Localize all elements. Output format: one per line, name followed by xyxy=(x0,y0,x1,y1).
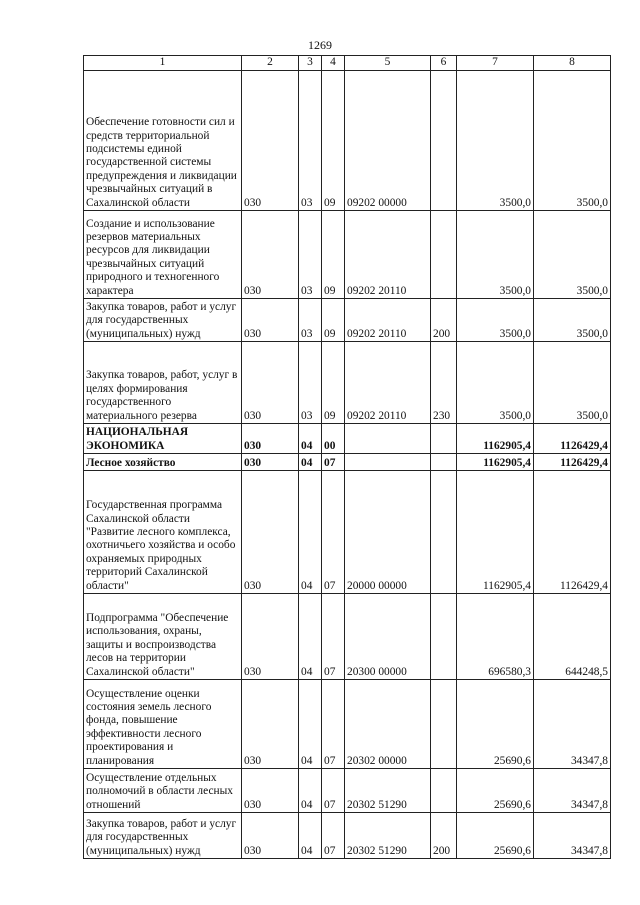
code-section: 03 xyxy=(299,342,322,424)
amount-col7: 696580,3 xyxy=(457,594,534,680)
amount-col7: 1162905,4 xyxy=(457,471,534,594)
table-row xyxy=(84,680,611,769)
table-row xyxy=(84,471,611,594)
code-section: 04 xyxy=(299,424,322,454)
item-name: Закупка товаров, работ и услуг для государственных (муниципальных) нужд xyxy=(84,813,242,859)
amount-col8: 1126429,4 xyxy=(534,424,611,454)
amount-col8: 1126429,4 xyxy=(534,471,611,594)
code-admin: 030 xyxy=(242,299,299,342)
code-subsection: 00 xyxy=(322,424,345,454)
code-subsection: 07 xyxy=(322,680,345,769)
code-expense-type: 200 xyxy=(431,299,457,342)
code-subsection: 09 xyxy=(322,342,345,424)
code-subsection: 09 xyxy=(322,211,345,299)
code-admin: 030 xyxy=(242,813,299,859)
amount-col8: 34347,8 xyxy=(534,769,611,813)
code-expense-type: 200 xyxy=(431,813,457,859)
table-row xyxy=(84,769,611,813)
column-header: 4 xyxy=(322,56,345,71)
amount-col7: 25690,6 xyxy=(457,680,534,769)
column-header: 5 xyxy=(345,56,431,71)
code-admin: 030 xyxy=(242,342,299,424)
code-section: 03 xyxy=(299,299,322,342)
amount-col8: 3500,0 xyxy=(534,71,611,211)
code-target: 20302 51290 xyxy=(345,769,431,813)
column-header: 1 xyxy=(84,56,242,71)
page-number: 1269 xyxy=(308,38,332,52)
amount-col7: 3500,0 xyxy=(457,299,534,342)
code-subsection: 07 xyxy=(322,471,345,594)
column-header: 7 xyxy=(457,56,534,71)
amount-col8: 3500,0 xyxy=(534,211,611,299)
item-name: Осуществление отдельных полномочий в области лесных отношений xyxy=(84,769,242,813)
item-name: Создание и использование резервов материальных ресурсов для ликвидации чрезвычайных ситуаций природного и техногенного характера xyxy=(84,211,242,299)
amount-col7: 3500,0 xyxy=(457,211,534,299)
code-section: 04 xyxy=(299,680,322,769)
code-section: 03 xyxy=(299,211,322,299)
item-name: Подпрограмма "Обеспечение использования, охраны, защиты и воспроизводства лесов на территории Сахалинской области" xyxy=(84,594,242,680)
amount-col7: 3500,0 xyxy=(457,71,534,211)
code-target: 20300 00000 xyxy=(345,594,431,680)
code-section: 03 xyxy=(299,71,322,211)
code-expense-type xyxy=(431,211,457,299)
code-expense-type: 230 xyxy=(431,342,457,424)
code-target: 09202 20110 xyxy=(345,299,431,342)
item-name: НАЦИОНАЛЬНАЯ ЭКОНОМИКА xyxy=(84,424,242,454)
code-admin: 030 xyxy=(242,71,299,211)
code-subsection: 07 xyxy=(322,594,345,680)
column-header: 2 xyxy=(242,56,299,71)
code-subsection: 07 xyxy=(322,769,345,813)
table-row xyxy=(84,342,611,424)
amount-col8: 1126429,4 xyxy=(534,454,611,471)
code-subsection: 07 xyxy=(322,454,345,471)
amount-col7: 25690,6 xyxy=(457,813,534,859)
table-row xyxy=(84,71,611,211)
table-row xyxy=(84,454,611,471)
amount-col8: 3500,0 xyxy=(534,342,611,424)
table-row xyxy=(84,594,611,680)
code-section: 04 xyxy=(299,454,322,471)
table-row xyxy=(84,424,611,454)
amount-col7: 1162905,4 xyxy=(457,424,534,454)
code-admin: 030 xyxy=(242,769,299,813)
code-subsection: 07 xyxy=(322,813,345,859)
code-expense-type xyxy=(431,594,457,680)
code-expense-type xyxy=(431,471,457,594)
code-target xyxy=(345,424,431,454)
code-admin: 030 xyxy=(242,424,299,454)
item-name: Закупка товаров, работ, услуг в целях формирования государственного материального резерва xyxy=(84,342,242,424)
code-target: 20000 00000 xyxy=(345,471,431,594)
code-target: 09202 00000 xyxy=(345,71,431,211)
column-header: 6 xyxy=(431,56,457,71)
code-section: 04 xyxy=(299,471,322,594)
code-target: 09202 20110 xyxy=(345,342,431,424)
code-expense-type xyxy=(431,769,457,813)
code-section: 04 xyxy=(299,769,322,813)
table-row xyxy=(84,813,611,859)
code-target xyxy=(345,454,431,471)
code-admin: 030 xyxy=(242,594,299,680)
code-admin: 030 xyxy=(242,680,299,769)
amount-col8: 644248,5 xyxy=(534,594,611,680)
item-name: Обеспечение готовности сил и средств территориальной подсистемы единой государственной системы предупреждения и ликвидации чрезвычайных ситуаций в Сахалинской области xyxy=(84,71,242,211)
amount-col7: 25690,6 xyxy=(457,769,534,813)
table-row xyxy=(84,211,611,299)
code-admin: 030 xyxy=(242,471,299,594)
table-row xyxy=(84,299,611,342)
item-name: Осуществление оценки состояния земель лесного фонда, повышение эффективности лесного проектирования и планирования xyxy=(84,680,242,769)
code-expense-type xyxy=(431,424,457,454)
code-section: 04 xyxy=(299,813,322,859)
amount-col7: 3500,0 xyxy=(457,342,534,424)
code-admin: 030 xyxy=(242,211,299,299)
code-expense-type xyxy=(431,454,457,471)
code-target: 20302 00000 xyxy=(345,680,431,769)
code-expense-type xyxy=(431,71,457,211)
code-admin: 030 xyxy=(242,454,299,471)
amount-col8: 34347,8 xyxy=(534,680,611,769)
amount-col8: 34347,8 xyxy=(534,813,611,859)
code-target: 09202 20110 xyxy=(345,211,431,299)
code-subsection: 09 xyxy=(322,71,345,211)
item-name: Лесное хозяйство xyxy=(84,454,242,471)
code-section: 04 xyxy=(299,594,322,680)
code-expense-type xyxy=(431,680,457,769)
header-row xyxy=(84,56,611,71)
amount-col8: 3500,0 xyxy=(534,299,611,342)
column-header: 8 xyxy=(534,56,611,71)
item-name: Закупка товаров, работ и услуг для государственных (муниципальных) нужд xyxy=(84,299,242,342)
code-target: 20302 51290 xyxy=(345,813,431,859)
code-subsection: 09 xyxy=(322,299,345,342)
item-name: Государственная программа Сахалинской области "Развитие лесного комплекса, охотничьего хозяйства и особо охраняемых природных территорий Сахалинской области" xyxy=(84,471,242,594)
column-header: 3 xyxy=(299,56,322,71)
budget-table xyxy=(83,55,611,859)
amount-col7: 1162905,4 xyxy=(457,454,534,471)
